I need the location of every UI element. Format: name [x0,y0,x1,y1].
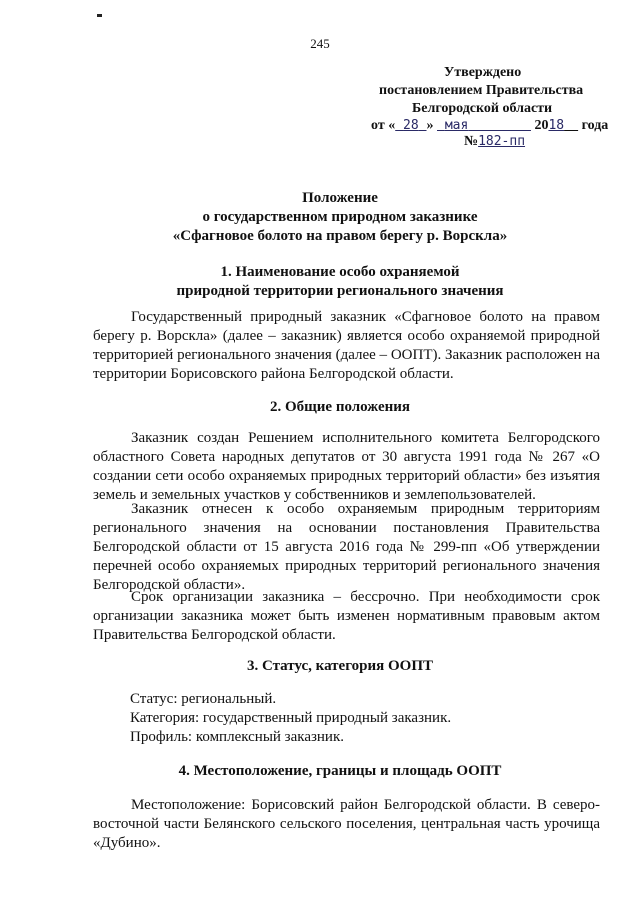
section-2-paragraph-1: Заказник создан Решением исполнительного комитета Белгородского областного Совета народных депутатов от 30 августа 1991 года № 267 «О создании сети особо охраняемых природных территорий области» без изъятия земель и земельных участков у собственников и землепользователей. [93,430,600,503]
section-4-paragraph: Местоположение: Борисовский район Белгородской области. В северо-восточной части Белянского сельского поселения, центральная часть урочища «Дубино». [93,797,600,851]
date-month: мая [444,118,469,133]
date-prefix: от « [371,118,396,133]
section-3-heading: 3. Статус, категория ООПТ [246,658,433,674]
section-1-heading-line-1: 1. Наименование особо охраняемой [220,264,460,280]
date-day: 28 [403,118,419,133]
doc-title-line-1: Положение [302,190,378,206]
approval-line-3: Белгородской области [412,101,553,116]
approval-line-1: Утверждено [444,65,522,80]
approval-line-2: постановлением Правительства [379,83,584,98]
section-2-heading: 2. Общие положения [269,399,411,415]
profile-line: Профиль: комплексный заказник. [130,729,344,745]
section-2-paragraph-2: Заказник отнесен к особо охраняемым природным территориям регионального значения на основании постановления Правительства Белгородской области от 15 августа 2016 года № 299-пп «Об утверждении перечней особо охраняемых природных территорий регионального значения Белгородской области». [93,501,600,593]
date-year-word: года [581,118,609,133]
section-1-heading-line-2: природной территории регионального значения [176,283,504,299]
section-4-heading: 4. Местоположение, границы и площадь ООПТ [178,763,502,779]
doc-title-line-2: о государственном природном заказнике [202,209,478,225]
doc-title-line-3: «Сфагновое болото на правом берегу р. Ворскла» [172,228,508,244]
scan-mark [97,14,102,17]
section-2-paragraph-3: Срок организации заказника – бессрочно. При необходимости срок организации заказника может быть изменен нормативным правовым актом Правительства Белгородской области. [93,589,600,643]
approval-number: №182-пп [464,134,526,149]
status-line: Статус: региональный. [130,691,277,707]
approval-number-value: 182-пп [478,134,526,149]
date-mid: » [426,118,434,133]
section-1-paragraph: Государственный природный заказник «Сфагновое болото на правом берегу р. Ворскла» (далее – заказник) является особо охраняемой природной территорией регионального значения (далее – ООПТ). Заказник расположен на территории Борисовского района Белгородской области. [93,309,600,382]
category-line: Категория: государственный природный заказник. [130,710,452,726]
date-year: 2018 [534,118,565,133]
page-number: 245 [310,36,330,51]
